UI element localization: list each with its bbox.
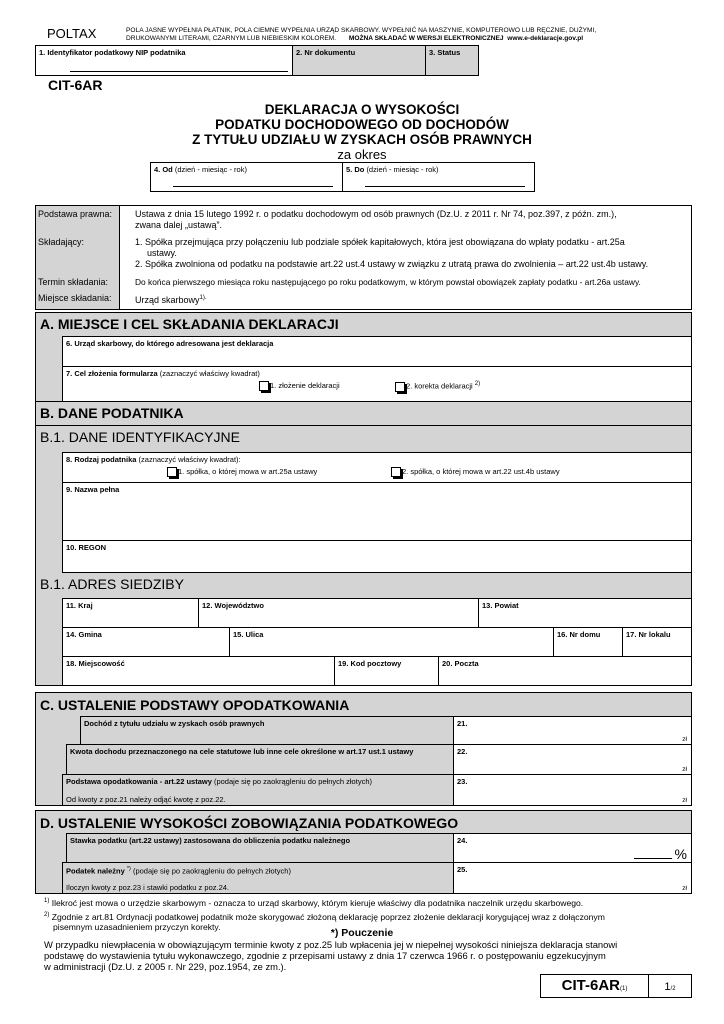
field-12-label: 12. Województwo xyxy=(202,601,264,610)
field-7-hint: (zaznaczyć właściwy kwadrat) xyxy=(159,369,260,378)
section-c-title: C. USTALENIE PODSTAWY OPODATKOWANIA xyxy=(40,697,350,713)
section-b-title: B. DANE PODATNIKA xyxy=(40,405,184,421)
nip-digit-line xyxy=(70,71,288,72)
from-date-line xyxy=(173,186,333,187)
field-19-postal-code[interactable] xyxy=(334,656,439,686)
row-22-text: Kwota dochodu przeznaczonego na cele statutowe lub inne cele określone w art.17 ust.1 ustawy xyxy=(70,747,414,756)
field-13-label: 13. Powiat xyxy=(482,601,519,610)
skladajacy-item-1: 1. Spółka przejmująca przy połączeniu lub podziale spółek kapitałowych, która jest obowiązana do wpłaty podatku - art.25a xyxy=(135,237,625,247)
miejsce-footnote-ref: 1). xyxy=(199,295,207,301)
checkbox-icon[interactable] xyxy=(259,381,269,391)
skladajacy-label: Składający: xyxy=(38,237,85,247)
footnote-2 xyxy=(44,910,694,922)
field-18-city[interactable] xyxy=(62,656,335,686)
option-spolka-25a-label: 1. spółka, o której mowa w art.25a ustawy xyxy=(178,467,318,476)
field-20-label: 20. Poczta xyxy=(442,659,479,668)
field-2-document-number xyxy=(292,45,426,76)
footnote-2-text-cont: pisemnym uzasadnieniem przyczyn korekty. xyxy=(53,921,221,932)
row-24-text: Stawka podatku (art.22 ustawy) zastosowana do obliczenia podatku należnego xyxy=(70,836,351,845)
instruction-line-2a: DRUKOWANYMI LITERAMI, CZARNYM LUB NIEBIESKIM KOLOREM. xyxy=(126,35,337,42)
field-8-label: 8. Rodzaj podatnika xyxy=(66,455,137,464)
footer-form-code: CIT-6AR xyxy=(561,977,620,994)
field-14-label: 14. Gmina xyxy=(66,630,102,639)
field-23-number: 23. xyxy=(457,777,468,786)
field-12-voivodeship[interactable] xyxy=(198,598,479,628)
brand-poltax: POLTAX xyxy=(47,26,97,41)
field-25-number: 25. xyxy=(457,865,468,874)
title-line-2: PODATKU DOCHODOWEGO OD DOCHODÓW xyxy=(215,117,509,132)
podstawa-text-line-1: Ustawa z dnia 15 lutego 1992 r. o podatku dochodowym od osób prawnych (Dz.U. z 2011 r. Nr 74, poz.397, z późn. zm.), xyxy=(135,209,617,219)
row-23-label xyxy=(62,774,454,806)
pouczenie-text xyxy=(44,939,694,972)
form-title xyxy=(0,102,724,147)
field-6-tax-office[interactable] xyxy=(62,336,692,367)
miejsce-value: Urząd skarbowy xyxy=(135,295,200,305)
field-14-commune[interactable] xyxy=(62,627,230,657)
field-7-label: 7. Cel złożenia formularza xyxy=(66,369,158,378)
field-9-label: 9. Nazwa pełna xyxy=(66,485,120,494)
skladajacy-text xyxy=(135,237,688,270)
field-16-house-number[interactable] xyxy=(553,627,623,657)
footnote-2-text: Zgodnie z art.81 Ordynacji podatkowej podatnik może skorygować złożoną deklarację poprzez złożenie deklaracji korygującej wraz z dołączonym xyxy=(51,911,605,922)
field-3-status xyxy=(425,45,479,76)
field-19-label: 19. Kod pocztowy xyxy=(338,659,402,668)
podstawa-label: Podstawa prawna: xyxy=(38,209,113,219)
row-23-hint: (podaje się po zaokrągleniu do pełnych złotych) xyxy=(213,777,372,786)
field-7-purpose xyxy=(62,366,692,402)
row-21-label xyxy=(80,716,454,745)
field-22-statutory-income[interactable] xyxy=(453,744,692,775)
instruction-line-2b: MOŻNA SKŁADAĆ W WERSJI ELEKTRONICZNEJ xyxy=(348,35,504,42)
field-11-country[interactable] xyxy=(62,598,199,628)
row-25-footnote-ref: *) xyxy=(126,866,131,872)
field-18-label: 18. Miejscowość xyxy=(66,659,125,668)
checkbox-icon[interactable] xyxy=(395,382,405,392)
footer-code-cell xyxy=(541,975,649,997)
option-zlozenie-label: 1. złożenie deklaracji xyxy=(270,381,340,390)
field-17-label: 17. Nr lokalu xyxy=(626,630,671,639)
checkbox-icon[interactable] xyxy=(167,467,177,477)
miejsce-label: Miejsce składania: xyxy=(38,293,112,303)
field-21-number: 21. xyxy=(457,719,468,728)
row-23-subtext: Od kwoty z poz.21 należy odjąć kwotę z poz.22. xyxy=(66,795,226,804)
field-3-label: 3. Status xyxy=(429,48,461,57)
skladajacy-item-2: 2. Spółka zwolniona od podatku na podstawie art.22 ust.4 ustawy w związku z utratą prawa do zwolnienia – art.22 ust.4b ustawy. xyxy=(135,259,649,269)
row-25-hint: (podaje się po zaokrągleniu do pełnych złotych) xyxy=(132,866,291,876)
to-date-line xyxy=(365,186,525,187)
percent-sign: % xyxy=(674,846,687,862)
pouczenie-line-1: W przypadku niewpłacenia w obowiązującym terminie kwoty z poz.25 lub wpłacenia jej w niepełnej wysokości niniejsza deklaracja stanowi xyxy=(44,939,618,950)
pouczenie-title: *) Pouczenie xyxy=(330,927,394,939)
field-2-label: 2. Nr dokumentu xyxy=(296,48,356,57)
pouczenie-line-3: w administracji (Dz.U. z 2005 r. Nr 229, poz.1954, ze zm.). xyxy=(44,961,287,972)
section-b2-header xyxy=(36,573,691,598)
option-spolka-22-label: 2. spółka, o której mowa w art.22 ust.4b ustawy xyxy=(402,467,560,476)
field-4-hint: (dzień - miesiąc - rok) xyxy=(174,165,247,174)
pouczenie-line-2: podstawę do wystawienia tytułu wykonawczego, zgodnie z przepisami ustawy z dnia 17 czerwca 1966 r. o postępowaniu egzekucyjnym xyxy=(44,950,606,961)
field-15-street[interactable] xyxy=(229,627,554,657)
field-24-number: 24. xyxy=(457,836,468,845)
field-9-full-name[interactable] xyxy=(62,482,692,541)
field-23-tax-base[interactable] xyxy=(453,774,692,806)
option-zlozenie[interactable] xyxy=(259,381,340,391)
field-15-label: 15. Ulica xyxy=(233,630,264,639)
currency-label: zł xyxy=(682,797,687,804)
footer-page-cell xyxy=(649,975,691,997)
section-d-title: D. USTALENIE WYSOKOŚCI ZOBOWIĄZANIA PODATKOWEGO xyxy=(40,815,459,831)
period-heading: za okres xyxy=(337,147,387,162)
section-a-title: A. MIEJSCE I CEL SKŁADANIA DEKLARACJI xyxy=(40,316,339,332)
field-22-number: 22. xyxy=(457,747,468,756)
row-25-label xyxy=(62,862,454,894)
currency-label: zł xyxy=(682,766,687,773)
option-spolka-22[interactable] xyxy=(391,467,560,477)
field-8-taxpayer-type xyxy=(62,452,692,483)
rate-digit-line xyxy=(634,858,672,859)
row-21-text: Dochód z tytułu udziału w zyskach osób prawnych xyxy=(84,719,265,728)
field-6-label: 6. Urząd skarbowy, do którego adresowana jest deklaracja xyxy=(66,339,274,348)
field-8-hint: (zaznaczyć właściwy kwadrat): xyxy=(138,455,241,464)
field-11-label: 11. Kraj xyxy=(66,601,93,610)
footer-page-total: /2 xyxy=(670,986,676,992)
field-5-hint: (dzień - miesiąc - rok) xyxy=(366,165,439,174)
field-4-from-date[interactable] xyxy=(150,162,343,192)
section-b2-title: B.1. ADRES SIEDZIBY xyxy=(40,576,184,592)
skladajacy-item-1-cont: ustawy. xyxy=(147,248,177,258)
option-korekta-label: 2. korekta deklaracji xyxy=(406,381,473,391)
field-25-tax-due[interactable] xyxy=(453,862,692,894)
currency-label: zł xyxy=(682,736,687,743)
footnote-2-marker: 2) xyxy=(44,911,50,918)
field-5-to-date[interactable] xyxy=(342,162,535,192)
korekta-footnote-ref: 2) xyxy=(474,381,481,387)
field-5-number: 5. Do xyxy=(346,165,365,174)
currency-label: zł xyxy=(682,885,687,892)
field-21-income[interactable] xyxy=(453,716,692,745)
footer-box xyxy=(540,974,692,998)
field-4-number: 4. Od xyxy=(154,165,173,174)
row-24-label xyxy=(66,833,454,863)
podstawa-text-line-2: zwana dalej „ustawą”. xyxy=(135,220,223,230)
field-24-tax-rate[interactable] xyxy=(453,833,692,863)
form-instructions xyxy=(126,27,596,43)
option-korekta[interactable] xyxy=(395,381,480,392)
row-22-label xyxy=(66,744,454,775)
termin-label: Termin składania: xyxy=(38,277,109,287)
section-b1-header xyxy=(36,425,691,453)
field-1-nip[interactable] xyxy=(35,45,293,76)
termin-text: Do końca pierwszego miesiąca roku następującego po roku podatkowym, w którym powstał obowiązek zapłaty podatku - art.26a ustawy. xyxy=(135,277,641,287)
field-16-label: 16. Nr domu xyxy=(557,630,601,639)
podstawa-text xyxy=(135,209,688,231)
footnote-1 xyxy=(44,896,694,908)
form-code: CIT-6AR xyxy=(48,77,103,93)
row-25-text: Podatek należny xyxy=(66,866,125,876)
instruction-line-1: POLA JASNE WYPEŁNIA PŁATNIK, POLA CIEMNE WYPEŁNIA URZĄD SKARBOWY. WYPEŁNIĆ NA MASZYNIE, KOMPUTEROWO LUB RĘCZNIE, DUŻYMI, xyxy=(126,27,597,34)
legal-info-box xyxy=(35,205,692,310)
field-13-county[interactable] xyxy=(478,598,692,628)
title-line-1: DEKLARACJA O WYSOKOŚCI xyxy=(264,102,460,117)
miejsce-text xyxy=(135,293,207,306)
field-17-apartment-number[interactable] xyxy=(622,627,692,657)
field-1-label: 1. Identyfikator podatkowy NIP podatnika xyxy=(39,48,186,57)
field-10-regon[interactable] xyxy=(62,540,692,573)
footer-page-number: 1 xyxy=(664,981,671,993)
title-line-3: Z TYTUŁU UDZIAŁU W ZYSKACH OSÓB PRAWNYCH xyxy=(192,132,532,147)
footnote-1-text: Ilekroć jest mowa o urzędzie skarbowym - oznacza to urząd skarbowy, którym kieruje właściwy dla podatnika naczelnik urzędu skarbowego. xyxy=(51,897,584,908)
footnote-1-marker: 1) xyxy=(44,898,50,904)
field-10-label: 10. REGON xyxy=(66,543,107,552)
field-20-post-office[interactable] xyxy=(438,656,692,686)
row-25-subtext: Iloczyn kwoty z poz.23 i stawki podatku z poz.24. xyxy=(66,883,229,892)
footer-version: (1) xyxy=(620,986,628,992)
section-b1-title: B.1. DANE IDENTYFIKACYJNE xyxy=(40,429,240,445)
instruction-url: www.e-deklaracje.gov.pl xyxy=(507,35,584,42)
row-23-text: Podstawa opodatkowania - art.22 ustawy xyxy=(66,777,212,786)
checkbox-icon[interactable] xyxy=(391,467,401,477)
option-spolka-25a[interactable] xyxy=(167,467,317,477)
